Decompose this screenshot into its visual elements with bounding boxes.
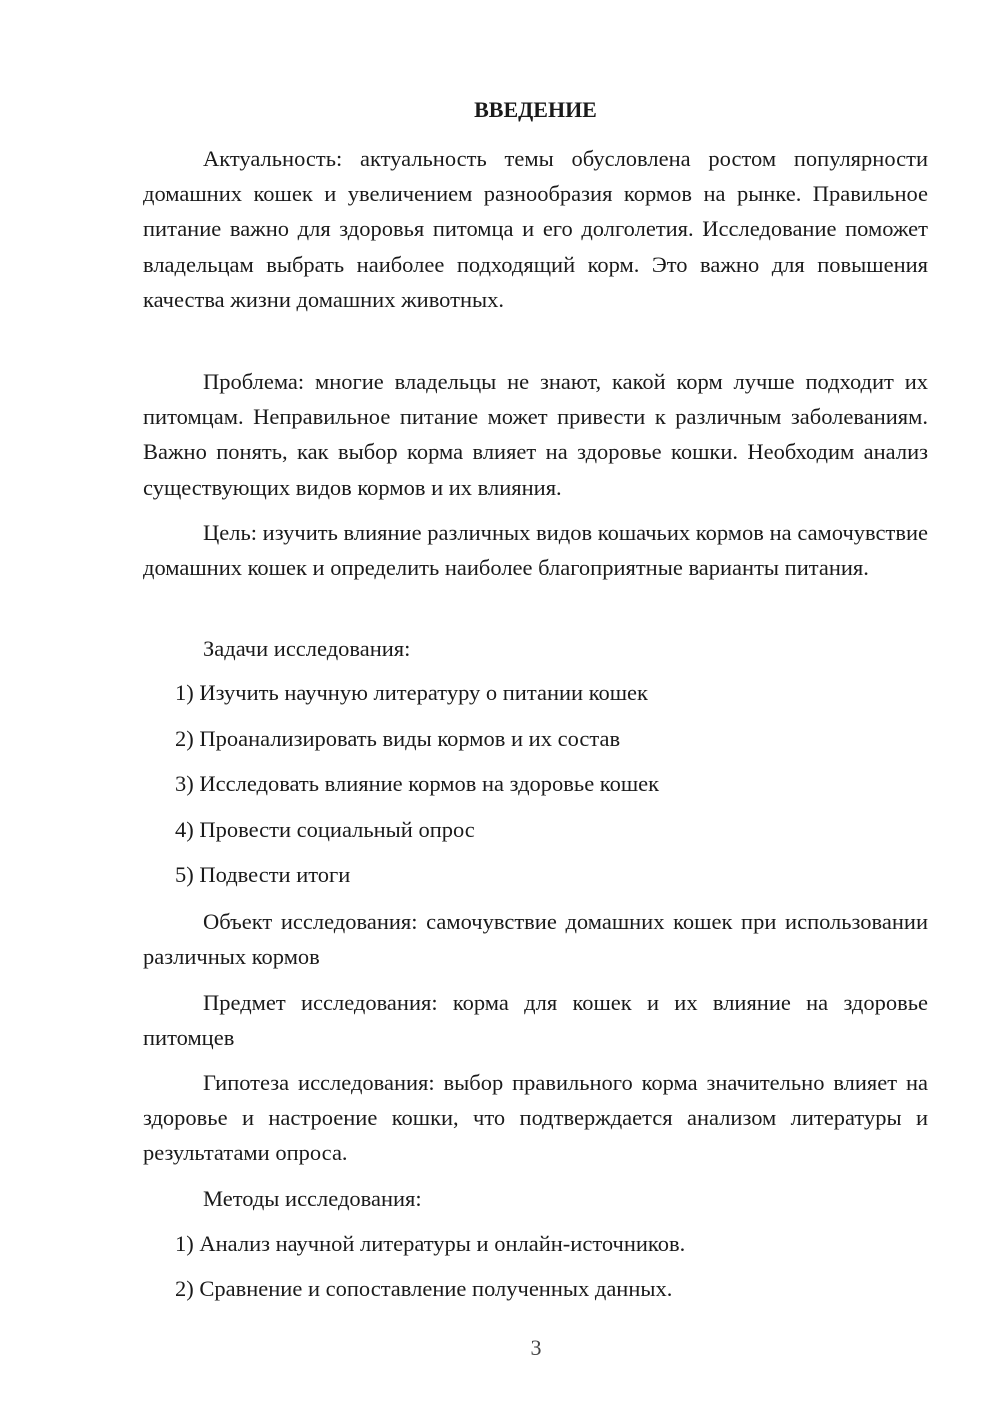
method-item: 1) Анализ научной литературы и онлайн-источников. <box>175 1231 686 1256</box>
subject-paragraph: Предмет исследования: корма для кошек и их влияние на здоровье питомцев <box>143 990 928 1051</box>
task-item: 3) Исследовать влияние кормов на здоровье кошек <box>175 771 660 796</box>
problem-paragraph: Проблема: многие владельцы не знают, какой корм лучше подходит их питомцам. Неправильное питание может привести к различным заболеваниям. Важно понять, как выбор корма влияет на здоровье кошки. Необходим анализ существующих видов кормов и их влияния. <box>143 369 928 500</box>
task-item: 2) Проанализировать виды кормов и их состав <box>175 726 621 751</box>
methods-heading: Методы исследования: <box>203 1186 422 1211</box>
task-item: 1) Изучить научную литературу о питании кошек <box>175 680 648 705</box>
task-item: 5) Подвести итоги <box>175 862 351 887</box>
method-item: 2) Сравнение и сопоставление полученных данных. <box>175 1276 673 1301</box>
tasks-heading: Задачи исследования: <box>203 636 411 661</box>
task-item: 4) Провести социальный опрос <box>175 817 475 842</box>
page-number: 3 <box>530 1335 542 1360</box>
goal-paragraph: Цель: изучить влияние различных видов кошачьих кормов на самочувствие домашних кошек и определить наиболее благоприятные варианты питания. <box>143 520 928 581</box>
section-heading: ВВЕДЕНИЕ <box>474 97 597 122</box>
hypothesis-paragraph: Гипотеза исследования: выбор правильного корма значительно влияет на здоровье и настроение кошки, что подтверждается анализом литературы и результатами опроса. <box>143 1070 928 1166</box>
object-paragraph: Объект исследования: самочувствие домашних кошек при использовании различных кормов <box>143 909 928 970</box>
relevance-paragraph: Актуальность: актуальность темы обусловлена ростом популярности домашних кошек и увеличением разнообразия кормов на рынке. Правильное питание важно для здоровья питомца и его долголетия. Исследование поможет владельцам выбрать наиболее подходящий корм. Это важно для повышения качества жизни домашних животных. <box>143 146 928 312</box>
